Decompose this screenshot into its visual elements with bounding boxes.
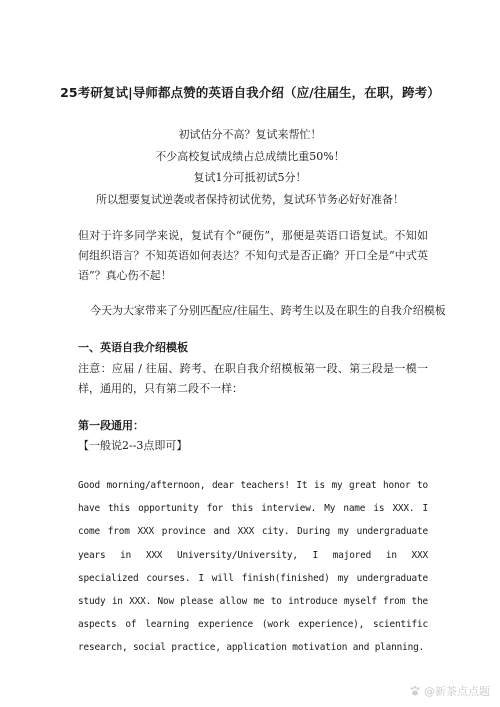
first-paragraph-heading: 第一段通用： — [78, 419, 144, 432]
first-paragraph-hint: 【一般说2--3点即可】 — [78, 439, 188, 452]
highlight-line-1: 初试估分不高？复试来帮忙！ — [178, 128, 322, 141]
watermark-text: @新茶点点题 — [424, 685, 490, 698]
watermark — [409, 683, 490, 699]
note-paragraph: 注意：应届 / 往届、跨考、在职自我介绍模板第一段、第三段是一模一样，通用的，只有第二段不一样： — [78, 362, 428, 395]
intro-paragraph: 但对于许多同学来说，复试有个“硬伤”，那便是英语口语复试。不知如何组织语言？不知英语如何表达？不知句式是否正确？开口全是“中式英语”？真心伤不起！ — [78, 229, 428, 282]
highlight-line-2: 不少高校复试成绩占总成绩比重50%！ — [155, 149, 345, 163]
section-one-heading: 一、英语自我介绍模板 — [78, 341, 188, 354]
highlight-line-4: 所以想要复试逆袭或者保持初试优势，复试环节务必好好准备！ — [96, 192, 404, 206]
today-paragraph: 今天为大家带来了分别匹配应/往届生、跨考生以及在职生的自我介绍模板 — [90, 304, 446, 317]
document-title: 25考研复试|导师都点赞的英语自我介绍（应/往届生，在职，跨考） — [60, 85, 440, 100]
english-template-text: Good morning/afternoon, dear teachers! It is my great honor to have this opportunity for this interview. My name is XXX. I come from XXX province and XXX city. During my undergraduate years in XXX University/University, I majored in XXX specialized courses. I will finish(finished) my undergraduate study in XXX. Now please allow me to introduce myself from the aspects of learning experience (work experience), scientific research, social practice, application motivation and planning. — [78, 480, 428, 654]
paw-icon — [409, 685, 421, 697]
highlight-line-3: 复试1分可抵初试5分！ — [193, 171, 307, 184]
highlight-block — [40, 124, 460, 210]
